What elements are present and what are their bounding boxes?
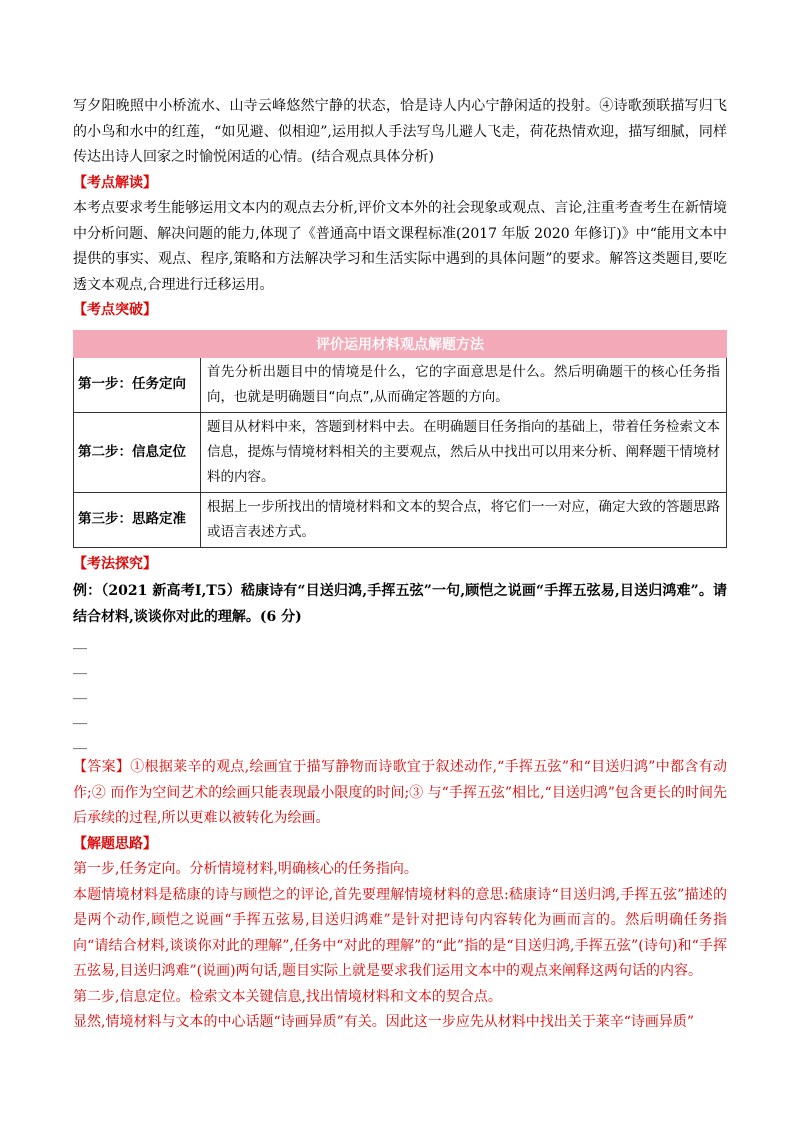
method-table-title: 评价运用材料观点解题方法 [74, 330, 727, 357]
blank-line: __ [73, 659, 87, 675]
table-row [74, 492, 727, 547]
kaodian-tupo-heading: 【考点突破】 [73, 302, 157, 318]
blank-line: __ [73, 634, 87, 650]
kaodian-jiedu-heading: 【考点解读】 [73, 174, 157, 191]
step-description: 根据上一步所找出的情境材料和文本的契合点，将它们一一对应，确定大致的答题思路或语言表述方式。 [201, 492, 727, 547]
step-description: 题目从材料中来，答题到材料中去。在明确题目任务指向的基础上，带着任务检索文本信息，提炼与情境材料相关的主要观点，然后从中找出可以用来分析、阐释题干情境材料的内容。 [201, 412, 727, 492]
step1-title: 第一步,任务定向。分析情境材料,明确核心的任务指向。 [73, 861, 418, 877]
answer-blank-lines [73, 630, 727, 755]
step-label: 第三步：思路定准 [74, 492, 201, 547]
blank-line: __ [73, 684, 87, 700]
table-row [74, 412, 727, 492]
blank-line: __ [73, 709, 87, 725]
method-table [73, 330, 727, 548]
step1-body: 本题情境材料是嵇康的诗与顾恺之的评论,首先要理解情境材料的意思:嵇康诗“目送归鸿,手挥五弦”描述的是两个动作,顾恺之说画“手挥五弦易,目送归鸿难”是针对把诗句内容转化为画而言的。然后明确任务指向“请结合材料,谈谈你对此的理解”,任务中“对此的理解”的“此”指的是“目送归鸿,手挥五弦”(诗句)和“手挥五弦易,目送归鸿难”(说画)两句话,题目实际上就是要求我们运用文本中的观点来阐释这两句话的内容。 [73, 886, 727, 979]
step2-title: 第二步,信息定位。检索文本关键信息,找出情境材料和文本的契合点。 [73, 988, 502, 1005]
step-label: 第二步：信息定位 [74, 412, 201, 492]
table-row [74, 357, 727, 412]
step-label: 第一步：任务定向 [74, 357, 201, 412]
jieti-silu-heading: 【解题思路】 [73, 835, 157, 852]
kaodian-jiedu-body: 本考点要求考生能够运用文本内的观点去分析,评价文本外的社会现象或观点、言论,注重考查考生在新情境中分析问题、解决问题的能力,体现了《普通高中语文课程标准(2017 年版 2020 年修订)》中“能用文本中提供的事实、观点、程序,策略和方法解决学习和生活实际中遇到的具体问题”的要求。解答这类题目,要吃透文本观点,合理进行迁移运用。 [73, 200, 727, 293]
kaofa-tanjiu-heading: 【考法探究】 [73, 555, 157, 572]
intro-paragraph: 写夕阳晚照中小桥流水、山寺云峰悠然宁静的状态，恰是诗人内心宁静闲适的投射。④诗歌颈联描写归飞的小鸟和水中的红莲，“如见避、似相迎”,运用拟人手法写鸟儿避人飞走，荷花热情欢迎，描写细腻，同样传达出诗人回家之时愉悦闲适的心情。(结合观点具体分析) [73, 98, 727, 165]
document-content [73, 94, 727, 1036]
step-description: 首先分析出题目中的情境是什么，它的字面意思是什么。然后明确题干的核心任务指向，也就是明确题目“向点”,从而确定答题的方向。 [201, 357, 727, 412]
example-question: 例：（2021 新高考Ⅰ,T5）嵇康诗有“目送归鸿,手挥五弦”一句,顾恺之说画“手挥五弦易,目送归鸿难”。请结合材料,谈谈你对此的理解。(6 分) [73, 583, 727, 625]
step2-body: 显然,情境材料与文本的中心话题“诗画异质”有关。因此这一步应先从材料中找出关于莱辛“诗画异质” [73, 1014, 695, 1030]
answer-text: 【答案】①根据莱辛的观点,绘画宜于描写静物而诗歌宜于叙述动作,“手挥五弦”和“目送归鸿”中都含有动作;② 而作为空间艺术的绘画只能表现最小限度的时间;③ 与“手挥五弦”相比,“目送归鸿”包含更长的时间先后承续的过程,所以更难以被转化为绘画。 [73, 759, 727, 826]
blank-line: __ [73, 734, 87, 750]
